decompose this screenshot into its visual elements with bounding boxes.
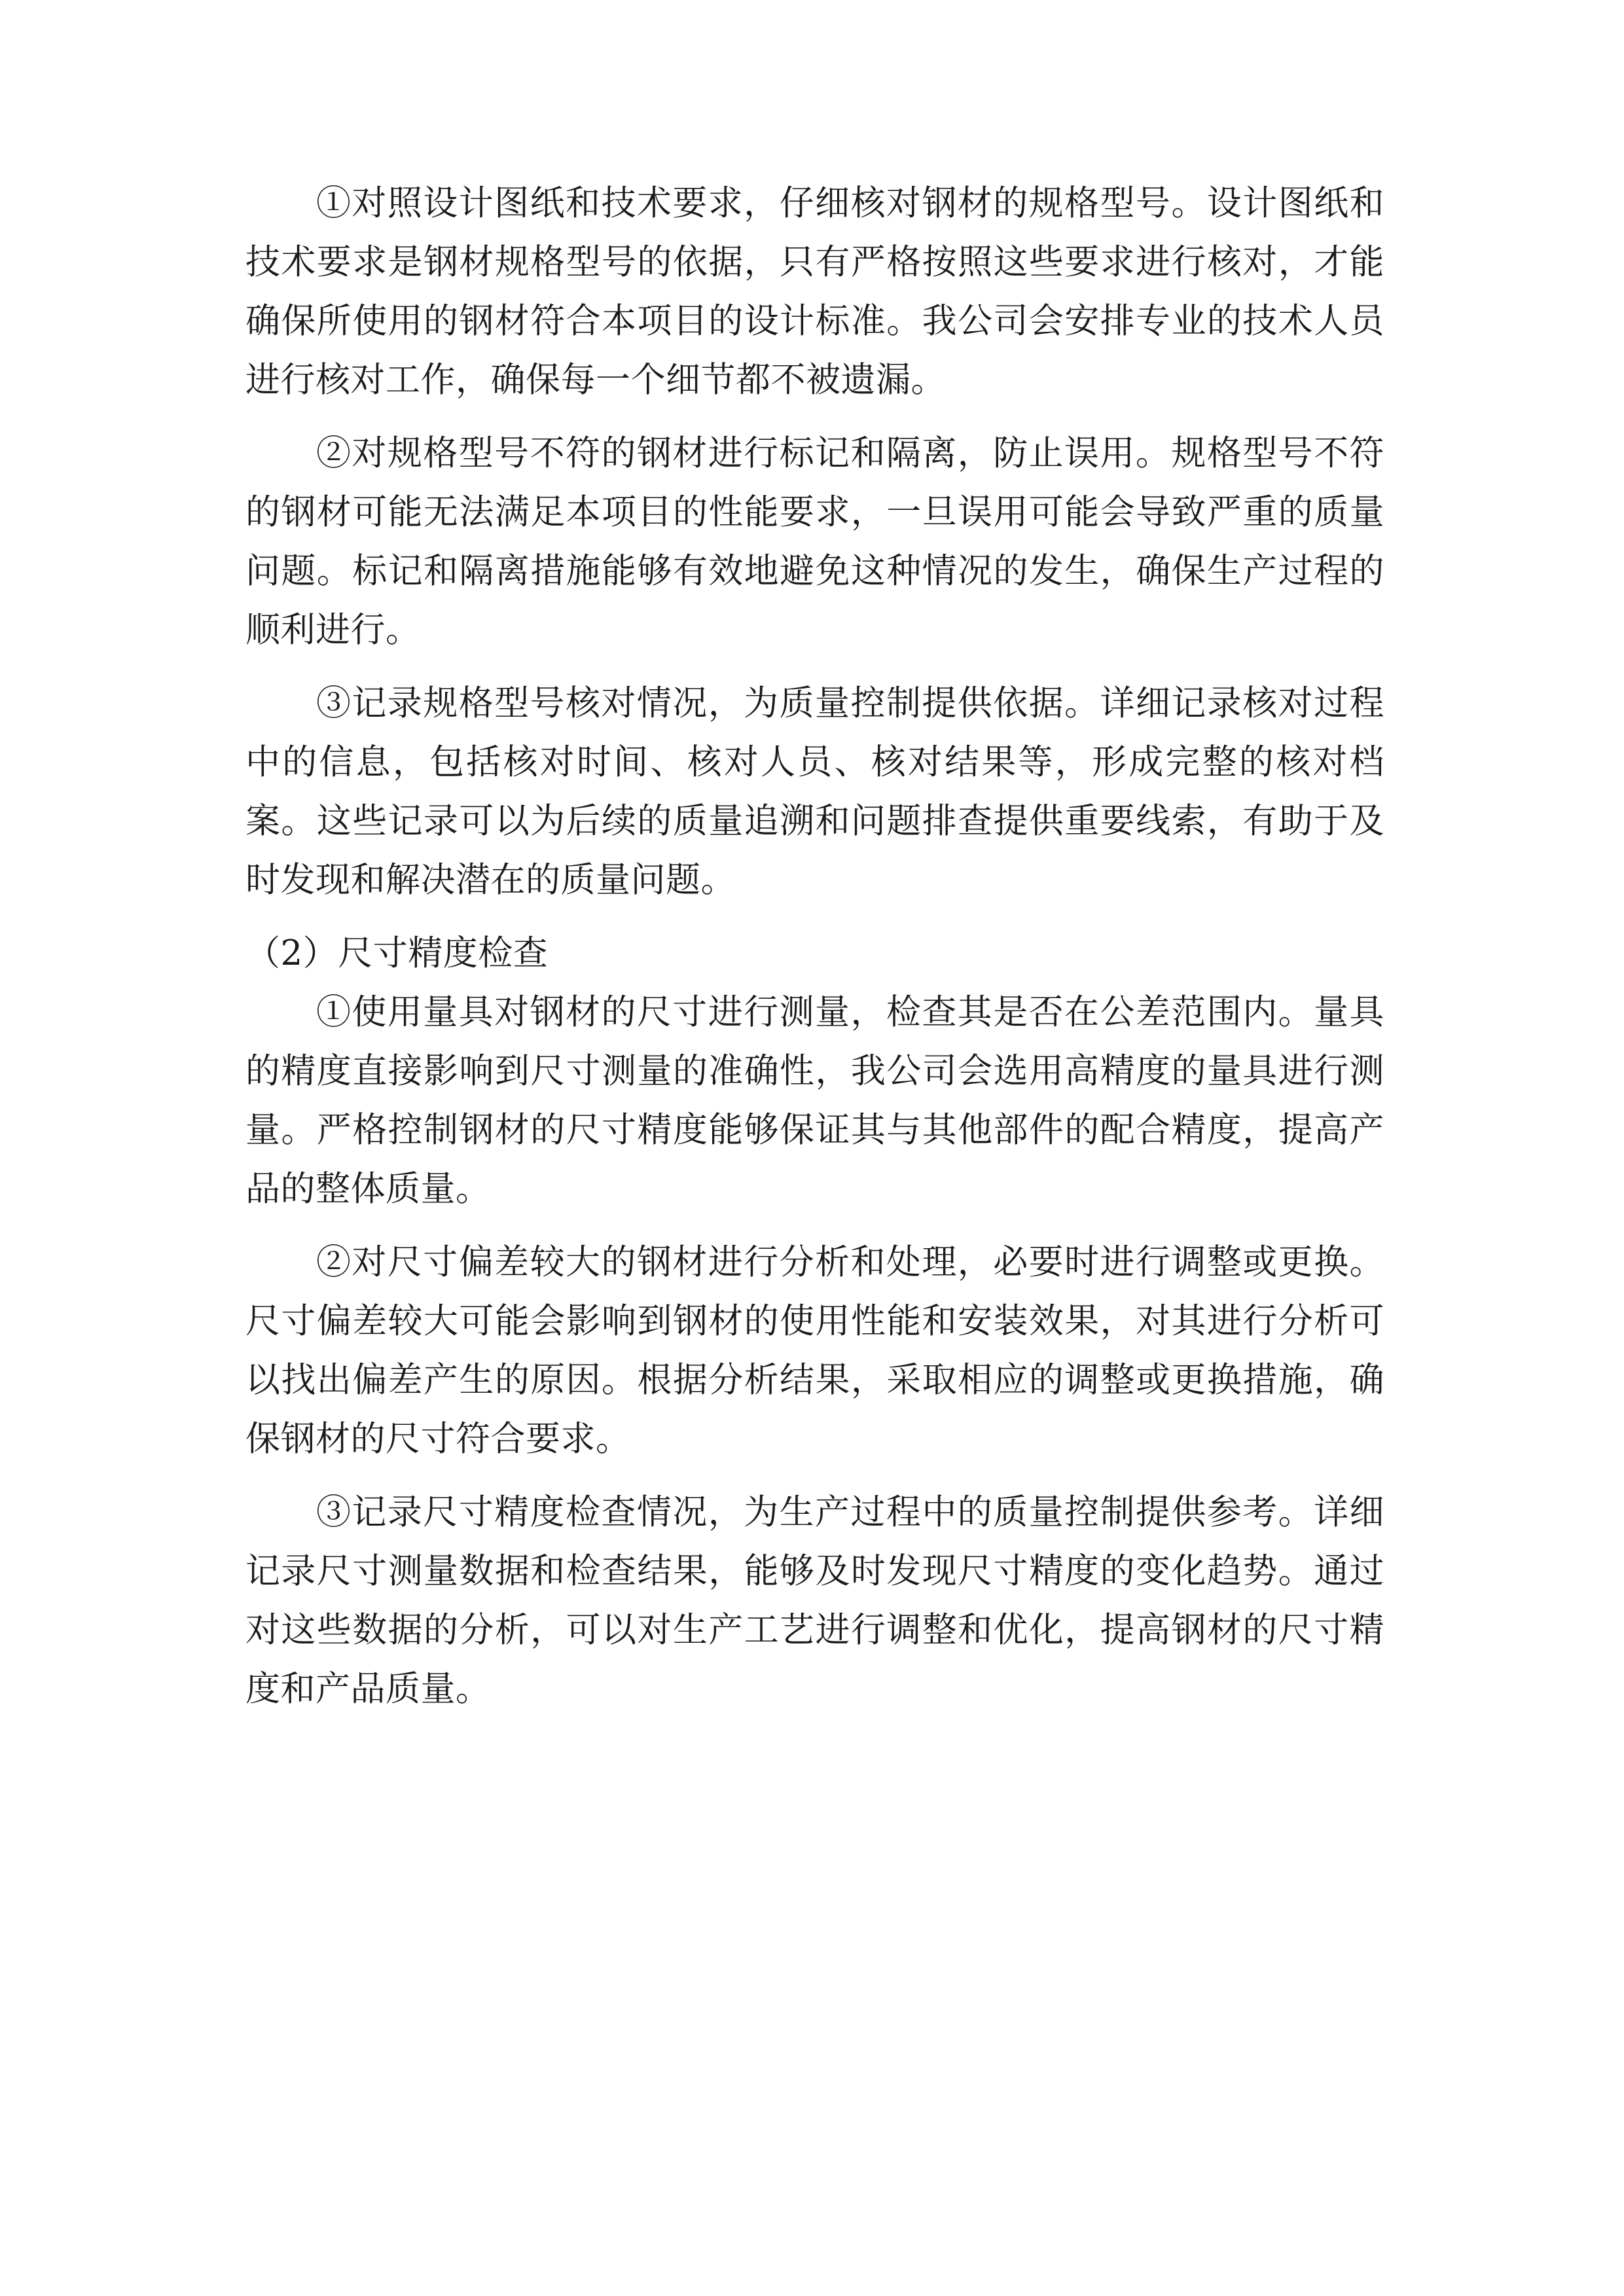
paragraph-spec-check-3: ③记录规格型号核对情况，为质量控制提供依据。详细记录核对过程中的信息，包括核对时间、核对人员、核对结果等，形成完整的核对档案。这些记录可以为后续的质量追溯和问题排查提供重要线索，有助于及时发现和解决潜在的质量问题。 xyxy=(245,683,1384,900)
paragraph-spec-check-2: ②对规格型号不符的钢材进行标记和隔离，防止误用。规格型号不符的钢材可能无法满足本项目的性能要求，一旦误用可能会导致严重的质量问题。标记和隔离措施能够有效地避免这种情况的发生，确保生产过程的顺利进行。 xyxy=(245,433,1384,650)
paragraph-dimension-check-1: ①使用量具对钢材的尺寸进行测量，检查其是否在公差范围内。量具的精度直接影响到尺寸测量的准确性，我公司会选用高精度的量具进行测量。严格控制钢材的尺寸精度能够保证其与其他部件的配合精度，提高产品的整体质量。 xyxy=(245,992,1384,1209)
paragraph-spec-check-1: ①对照设计图纸和技术要求，仔细核对钢材的规格型号。设计图纸和技术要求是钢材规格型号的依据，只有严格按照这些要求进行核对，才能确保所使用的钢材符合本项目的设计标准。我公司会安排专业的技术人员进行核对工作，确保每一个细节都不被遗漏。 xyxy=(245,183,1384,400)
section-heading-dimension: （2）尺寸精度检查 xyxy=(245,933,549,973)
paragraph-dimension-check-2: ②对尺寸偏差较大的钢材进行分析和处理，必要时进行调整或更换。尺寸偏差较大可能会影响到钢材的使用性能和安装效果，对其进行分析可以找出偏差产生的原因。根据分析结果，采取相应的调整或更换措施，确保钢材的尺寸符合要求。 xyxy=(245,1242,1384,1459)
paragraph-dimension-check-3: ③记录尺寸精度检查情况，为生产过程中的质量控制提供参考。详细记录尺寸测量数据和检查结果，能够及时发现尺寸精度的变化趋势。通过对这些数据的分析，可以对生产工艺进行调整和优化，提高钢材的尺寸精度和产品质量。 xyxy=(245,1492,1384,1709)
document-body xyxy=(245,174,1384,1733)
